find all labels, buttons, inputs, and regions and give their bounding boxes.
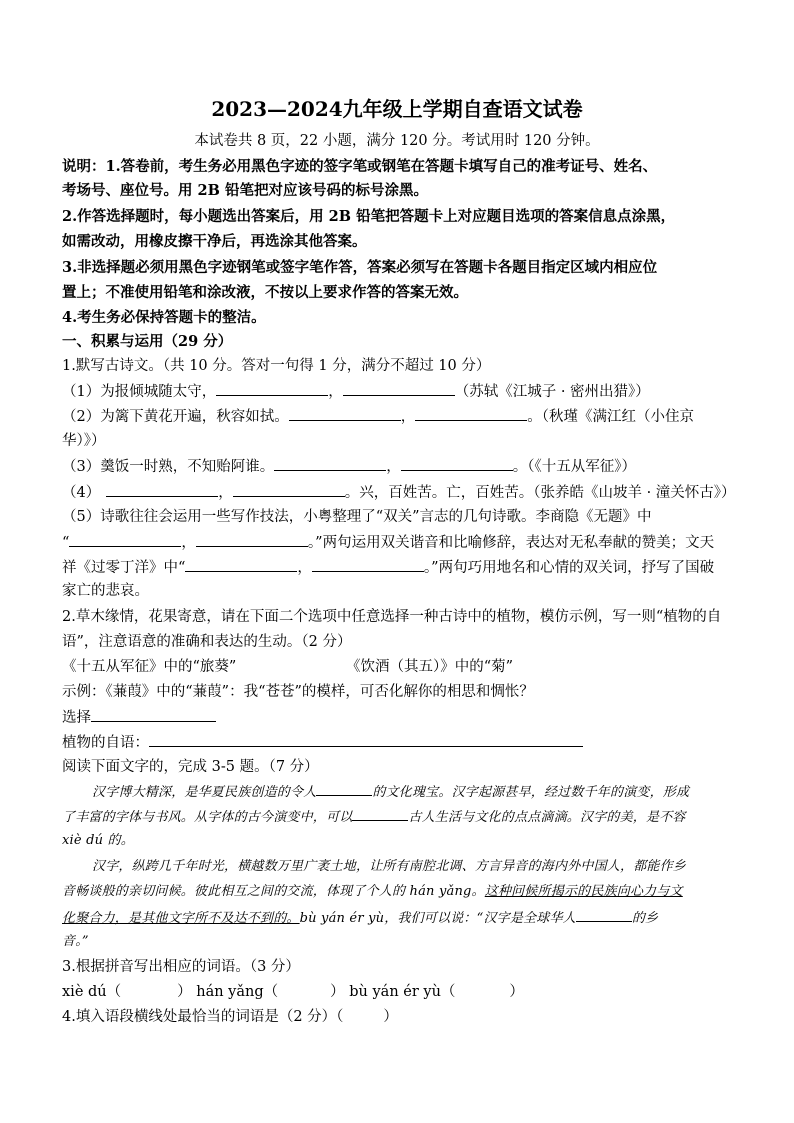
page-title: 2023—2024九年级上学期自查语文试卷 bbox=[211, 97, 583, 121]
answer-blank[interactable] bbox=[91, 707, 216, 722]
q2-stem-line1: 2.草木缘情，花果寄意，请在下面二个选项中任意选择一种古诗中的植物，模仿示例，写一则“植物的自 bbox=[62, 609, 722, 625]
answer-blank[interactable] bbox=[149, 732, 583, 747]
instruction-line-7: 4.考生务必保持答题卡的整洁。 bbox=[62, 309, 266, 326]
answer-blank[interactable] bbox=[233, 482, 345, 497]
answer-blank[interactable] bbox=[196, 532, 308, 547]
section-heading: 一、积累与运用（29 分） bbox=[62, 333, 233, 350]
answer-blank[interactable] bbox=[106, 482, 218, 497]
q3-item-2: ） hán yǎng（ bbox=[177, 984, 279, 1000]
answer-blank[interactable] bbox=[576, 907, 632, 922]
answer-blank[interactable] bbox=[343, 381, 455, 396]
reading-p2-line3 bbox=[62, 907, 658, 929]
q1-part2 bbox=[62, 406, 694, 427]
q3-answers bbox=[62, 982, 524, 1002]
q3-item-3: ） bù yán ér yù（ bbox=[330, 984, 456, 1000]
q1-p5-comma: ， bbox=[181, 535, 196, 551]
reading-text: 的文化瑰宝。汉字起源甚早，经过数千年的演变，形成 bbox=[372, 785, 690, 800]
q1-p1-source: （苏轼《江城子 · 密州出猎》） bbox=[454, 384, 650, 400]
q1-p2-comma: ， bbox=[400, 409, 416, 425]
q1-p1-text: （1）为报倾城随太守， bbox=[62, 384, 217, 400]
open-quote: “ bbox=[62, 535, 70, 551]
q1-p5-comma2: ， bbox=[297, 560, 312, 576]
reading-p1-line2 bbox=[62, 806, 686, 828]
answer-blank[interactable] bbox=[352, 806, 408, 821]
reading-p2-line1: 汉字，纵跨几千年时光，横越数万里广袤土地，让所有南腔北调、方言异音的海内外中国人，都能作乡 bbox=[92, 859, 687, 874]
q2-option-2: 《饮酒（其五）》中的“菊” bbox=[346, 659, 514, 675]
q2-stem-line2: 语”，注意语意的准确和表达的生动。（2 分） bbox=[62, 634, 352, 650]
q1-p5-text2: 祥《过零丁洋》中“ bbox=[62, 560, 186, 576]
q1-p2-source: 。（秋瑾《满江红（小住京 bbox=[527, 409, 694, 425]
instruction-line-6: 置上；不准使用铅笔和涂改液，不按以上要求作答的答案无效。 bbox=[62, 284, 468, 301]
q1-part3 bbox=[62, 456, 636, 477]
reading-text: bù yán ér yù，我们可以说：“汉字是全球华人 bbox=[299, 911, 576, 926]
instruction-line-5: 3.非选择题必须用黑色字迹钢笔或签字笔作答，答案必须写在答题卡各题目指定区域内相应位 bbox=[62, 259, 658, 276]
q1-part5-line2 bbox=[62, 532, 714, 553]
reading-p2-line4: 音。” bbox=[62, 934, 89, 949]
q1-part5-line1: （5）诗歌往往会运用一些写作技法，小粤整理了“双关”言志的几句诗歌。李商隐《无题》中 bbox=[62, 509, 652, 525]
q2-choose-label: 选择 bbox=[62, 710, 91, 726]
q1-p4-comma: ， bbox=[218, 485, 233, 501]
answer-blank[interactable] bbox=[185, 557, 297, 572]
q1-p4-label: （4） bbox=[62, 485, 101, 501]
q1-p4-source: 。兴，百姓苦。亡，百姓苦。（张养皓《山坡羊 · 潼关怀古》） bbox=[344, 485, 736, 501]
q4-stem bbox=[62, 1007, 398, 1027]
q1-p3-text: （3）羹饭一时熟，不知贻阿谁。 bbox=[62, 459, 275, 475]
q2-self-label: 植物的自语： bbox=[62, 735, 149, 751]
q1-stem: 1.默写古诗文。（共 10 分。答对一句得 1 分，满分不超过 10 分） bbox=[62, 358, 491, 374]
answer-blank[interactable] bbox=[415, 406, 527, 421]
q2-option-1: 《十五从军征》中的“旅葵” bbox=[62, 659, 237, 675]
q1-p3-comma: ， bbox=[386, 459, 401, 475]
q1-part4 bbox=[62, 482, 736, 503]
q1-p1-comma: ， bbox=[328, 384, 343, 400]
q2-self bbox=[62, 732, 583, 753]
answer-blank[interactable] bbox=[312, 557, 424, 572]
answer-blank[interactable] bbox=[289, 406, 401, 421]
answer-blank[interactable] bbox=[316, 781, 372, 796]
reading-text: 汉字博大精深，是华夏民族创造的令人 bbox=[92, 785, 317, 800]
reading-p2-line2 bbox=[62, 882, 683, 902]
underlined-sentence: 这种问候所揭示的民族向心力与文 bbox=[484, 884, 683, 899]
instruction-line-3: 2.作答选择题时，每小题选出答案后，用 2B 铅笔把答题卡上对应题目选项的答案信息点涂黑， bbox=[62, 208, 676, 225]
q1-part2-cont: 华）》） bbox=[62, 433, 106, 449]
q4-text: 4.填入语段横线处最恰当的词语是（2 分）（ bbox=[62, 1009, 344, 1025]
reading-intro: 阅读下面文字的，完成 3-5 题。（7 分） bbox=[62, 759, 319, 775]
page-subtitle: 本试卷共 8 页，22 小题，满分 120 分。考试用时 120 分钟。 bbox=[194, 133, 600, 149]
q1-part5-line3 bbox=[62, 557, 714, 578]
answer-blank[interactable] bbox=[216, 381, 328, 396]
q3-stem: 3.根据拼音写出相应的词语。（3 分） bbox=[62, 959, 300, 975]
q1-p5-text3: 。”两句巧用地名和心情的双关词，抒写了国破 bbox=[423, 560, 715, 576]
q2-choose bbox=[62, 707, 216, 728]
q1-p5-text: 。”两句运用双关谐音和比喻修辞，表达对无私奉献的赞美；文天 bbox=[307, 535, 715, 551]
answer-blank[interactable] bbox=[274, 456, 386, 471]
reading-p1-line3: xiè dú 的。 bbox=[62, 833, 134, 848]
reading-text: 的乡 bbox=[631, 911, 659, 926]
q2-example: 示例：《蒹葭》中的“蒹葭”：我“苍苍”的模样，可否化解你的相思和惆怅？ bbox=[62, 684, 534, 700]
reading-text: 古人生活与文化的点点滴滴。汉字的美，是不容 bbox=[408, 810, 686, 825]
answer-blank[interactable] bbox=[401, 456, 513, 471]
underlined-sentence: 化聚合力，是其他文字所不及达不到的。 bbox=[62, 911, 300, 926]
instruction-line-4: 如需改动，用橡皮擦干净后，再选涂其他答案。 bbox=[62, 233, 367, 250]
q1-part1 bbox=[62, 381, 650, 402]
answer-blank[interactable] bbox=[69, 532, 181, 547]
q1-part5-line4: 家亡的悲哀。 bbox=[62, 583, 149, 599]
q1-p3-source: 。（《十五从军征》） bbox=[512, 459, 636, 475]
reading-text: 音畅谈般的亲切问候。彼此相互之间的交流，体现了个人的 hán yǎng。 bbox=[62, 884, 485, 899]
instruction-line-1: 说明：1.答卷前，考生务必用黑色字迹的签字笔或钢笔在答题卡填写自己的准考证号、姓名、 bbox=[62, 158, 658, 175]
reading-p1-line1 bbox=[92, 781, 689, 803]
q4-close: ） bbox=[383, 1009, 398, 1025]
instruction-line-2: 考场号、座位号。用 2B 铅笔把对应该号码的标号涂黑。 bbox=[62, 182, 428, 199]
q1-p2-text: （2）为篱下黄花开遍，秋容如拭。 bbox=[62, 409, 289, 425]
q3-close: ） bbox=[509, 984, 524, 1000]
reading-text: 了丰富的字体与书风。从字体的古今演变中，可以 bbox=[62, 810, 353, 825]
q3-item-1: xiè dú（ bbox=[62, 984, 122, 1000]
